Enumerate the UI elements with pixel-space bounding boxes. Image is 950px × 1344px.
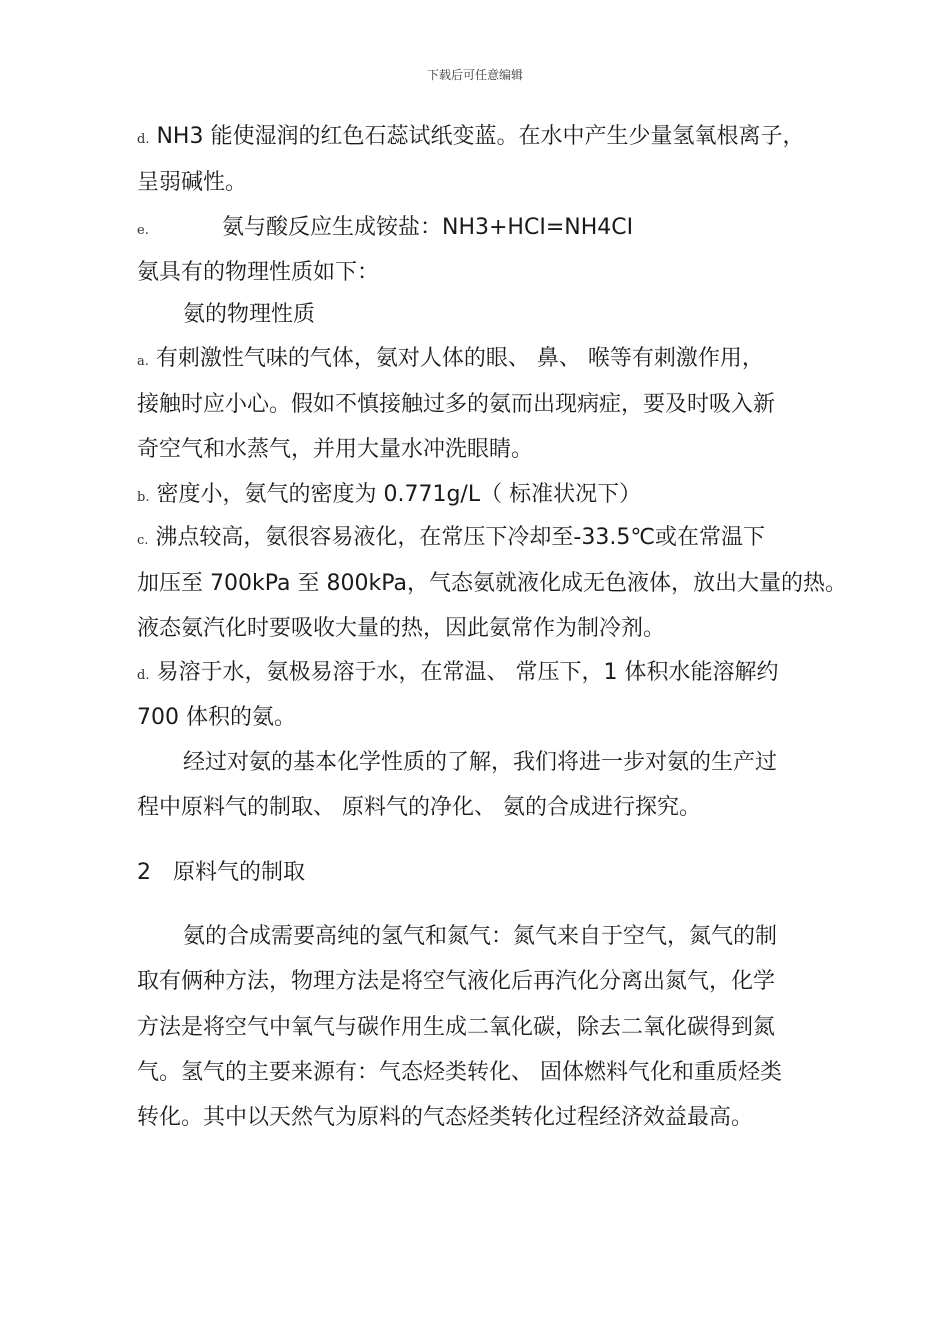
text-line: 奇空气和水蒸气，并用大量水冲洗眼睛。 xyxy=(137,437,534,462)
list-item-b-phys xyxy=(137,480,641,513)
line-text: NH3 能使湿润的红色石蕊试纸变蓝。在水中产生少量氢氧根离子， xyxy=(156,124,805,149)
list-marker: a. xyxy=(137,354,149,369)
list-item-e-chem xyxy=(137,213,633,246)
text-line: 气。氢气的主要来源有：气态烃类转化、 固体燃料气化和重质烃类 xyxy=(137,1060,782,1085)
list-item-c-phys xyxy=(137,523,765,556)
section-heading: 2 原料气的制取 xyxy=(137,860,305,885)
text-line: 取有俩种方法，物理方法是将空气液化后再汽化分离出氮气，化学 xyxy=(137,969,776,994)
text-line: 加压至 700kPa 至 800kPa，气态氨就液化成无色液体，放出大量的热。 xyxy=(137,571,847,596)
paragraph-start: 氨的合成需要高纯的氢气和氮气：氮气来自于空气，氮气的制 xyxy=(183,924,778,949)
text-line: 氨具有的物理性质如下： xyxy=(137,260,380,285)
list-marker: d. xyxy=(137,668,150,683)
paragraph-start: 经过对氨的基本化学性质的了解，我们将进一步对氨的生产过 xyxy=(183,750,778,775)
list-marker: c. xyxy=(137,533,149,548)
list-item-d-phys xyxy=(137,658,778,691)
list-item-d-chem xyxy=(137,122,804,155)
section-subheading: 氨的物理性质 xyxy=(183,302,316,327)
line-text: 密度小，氨气的密度为 0.771g/L（ 标准状况下） xyxy=(156,482,642,507)
list-marker: b. xyxy=(137,490,150,505)
list-marker: e. xyxy=(137,223,149,238)
text-line: 700 体积的氨。 xyxy=(137,705,296,730)
text-line: 液态氨汽化时要吸收大量的热，因此氨常作为制冷剂。 xyxy=(137,616,666,641)
list-marker: d. xyxy=(137,132,150,147)
text-line: 程中原料气的制取、 原料气的净化、 氨的合成进行探究。 xyxy=(137,795,701,820)
line-text: 易溶于水，氨极易溶于水，在常温、 常压下，1 体积水能溶解约 xyxy=(156,660,779,685)
line-text: 氨与酸反应生成铵盐：NH3+HCI=NH4CI xyxy=(222,215,634,240)
text-line: 方法是将空气中氧气与碳作用生成二氧化碳，除去二氧化碳得到氮 xyxy=(137,1015,776,1040)
list-item-a-phys xyxy=(137,344,764,377)
page-header: 下载后可任意编辑 xyxy=(426,68,523,82)
text-line: 转化。其中以天然气为原料的气态烃类转化过程经济效益最高。 xyxy=(137,1105,754,1130)
line-text: 有刺激性气味的气体，氨对人体的眼、 鼻、 喉等有刺激作用， xyxy=(155,346,764,371)
text-line: 呈弱碱性。 xyxy=(137,170,248,195)
line-text: 沸点较高，氨很容易液化，在常压下冷却至-33.5℃或在常温下 xyxy=(155,525,766,550)
text-line: 接触时应小心。假如不慎接触过多的氨而出现病症，要及时吸入新 xyxy=(137,392,776,417)
